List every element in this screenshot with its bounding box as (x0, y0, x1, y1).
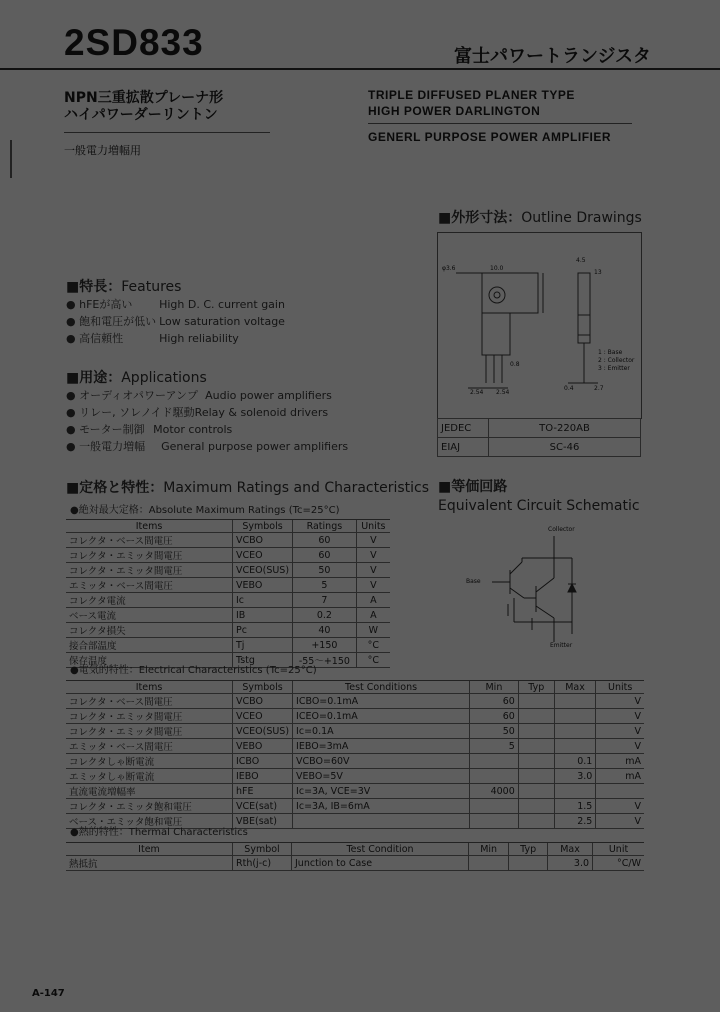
table-cell: V (356, 533, 390, 548)
dim-height: 13 (594, 269, 602, 276)
table-cell: ICBO=0.1mA (293, 694, 470, 709)
dim-hole: φ3.6 (442, 265, 456, 272)
ratings-title: ■定格と特性：Maximum Ratings and Characteristics (66, 480, 430, 496)
table-cell: +150 (293, 638, 357, 653)
table-cell: 60 (293, 548, 357, 563)
table-cell: A (356, 593, 390, 608)
table-row (66, 769, 644, 784)
table-cell: IEBO=3mA (293, 739, 470, 754)
type-en-3: GENERL PURPOSE POWER AMPLIFIER (368, 130, 612, 144)
table-cell: 0.2 (293, 608, 357, 623)
table-cell: V (596, 814, 644, 829)
abs-max-table (66, 519, 390, 668)
table-cell: VCE(sat) (233, 799, 293, 814)
table-cell: mA (596, 754, 644, 769)
outline-title: ■外形寸法：Outline Drawings (438, 210, 642, 226)
margin-mark (10, 140, 12, 178)
type-jp-2: ハイパワーダーリントン (64, 107, 218, 123)
base-label: Base (466, 578, 481, 585)
table-cell: コレクタ・エミッタ飽和電圧 (66, 799, 233, 814)
type-en-2: HIGH POWER DARLINGTON (368, 104, 541, 118)
electrical-title: ●電気的特性：Electrical Characteristics (Tc=25°C) (70, 665, 317, 676)
table-row (66, 784, 644, 799)
dim-pitch-2: 2.54 (496, 389, 510, 396)
table-cell (470, 799, 519, 814)
table-row (66, 739, 644, 754)
table-cell: 接合部温度 (66, 638, 233, 653)
emitter-label: Emitter (550, 642, 573, 649)
table-header: Item Symbol Test Condition Min Typ Max Unit (66, 843, 644, 856)
type-en-1: TRIPLE DIFFUSED PLANER TYPE (368, 88, 575, 102)
circuit-title-en: Equivalent Circuit Schematic (438, 498, 640, 514)
circuit-title-jp: ■等価回路 (438, 479, 508, 495)
table-cell (518, 709, 554, 724)
table-cell: 60 (470, 694, 519, 709)
abs-max-title: ●絶対最大定格：Absolute Maximum Ratings (Tc=25°C) (70, 505, 340, 516)
table-cell: Rth(j-c) (233, 856, 292, 871)
table-cell: VCEO(SUS) (233, 724, 293, 739)
table-cell: 保存温度 (66, 653, 233, 668)
table-cell: Junction to Case (292, 856, 469, 871)
table-cell: ベース電流 (66, 608, 233, 623)
table-row (66, 533, 390, 548)
table-cell: Ic=3A, VCE=3V (293, 784, 470, 799)
table-row (66, 799, 644, 814)
features-list (66, 296, 285, 347)
table-cell: VEBO=5V (293, 769, 470, 784)
electrical-rows (66, 694, 644, 829)
header-rule (0, 68, 720, 70)
applications-title: ■用途：Applications (66, 370, 207, 386)
table-cell: コレクタ・ベース間電圧 (66, 694, 233, 709)
table-cell (554, 739, 596, 754)
thermal-table (66, 842, 644, 871)
table-cell (293, 814, 470, 829)
to220-package-drawing (438, 233, 641, 419)
list-item: ● hFEが高い High D. C. current gain (66, 298, 285, 311)
dim-lead-thick: 0.4 (564, 385, 574, 392)
list-item: ● 高信頼性 High reliability (66, 332, 239, 345)
circuit-schematic (462, 522, 612, 652)
table-cell: °C (356, 653, 390, 668)
table-cell: ICEO=0.1mA (293, 709, 470, 724)
darlington-schematic (462, 522, 612, 652)
table-cell: IEBO (233, 769, 293, 784)
table-cell (554, 694, 596, 709)
table-cell: 直流電流増幅率 (66, 784, 233, 799)
table-cell: ベース・エミッタ飽和電圧 (66, 814, 233, 829)
table-cell: エミッタ・ベース間電圧 (66, 578, 233, 593)
table-cell (554, 784, 596, 799)
table-cell (518, 814, 554, 829)
table-cell: VCBO (233, 533, 293, 548)
table-cell: コレクタ・ベース間電圧 (66, 533, 233, 548)
dim-thickness: 4.5 (576, 257, 586, 264)
table-cell: コレクタ・エミッタ間電圧 (66, 548, 233, 563)
table-cell (518, 739, 554, 754)
brand-label: 富士パワートランジスタ (454, 46, 652, 67)
table-cell (470, 814, 519, 829)
type-jp-1: NPN三重拡散プレーナ形 (64, 90, 224, 106)
table-cell: hFE (233, 784, 293, 799)
table-cell: W (356, 623, 390, 638)
package-table (437, 418, 641, 457)
table-cell: 0.1 (554, 754, 596, 769)
abs-max-rows (66, 533, 390, 668)
table-cell: Tj (233, 638, 293, 653)
dim-pitch-1: 2.54 (470, 389, 484, 396)
table-cell: コレクタ損失 (66, 623, 233, 638)
part-number: 2SD833 (64, 22, 204, 63)
table-row (66, 578, 390, 593)
table-cell: Tstg (233, 653, 293, 668)
table-cell (554, 709, 596, 724)
page-number: A-147 (32, 988, 65, 999)
table-row (66, 563, 390, 578)
dim-lead: 0.8 (510, 361, 520, 368)
table-cell: コレクタ・エミッタ間電圧 (66, 563, 233, 578)
table-cell (518, 784, 554, 799)
table-cell: VEBO (233, 739, 293, 754)
table-row (66, 548, 390, 563)
table-cell: V (356, 548, 390, 563)
table-cell: 60 (293, 533, 357, 548)
table-cell: 2.5 (554, 814, 596, 829)
table-cell (518, 769, 554, 784)
table-row (66, 754, 644, 769)
table-cell: 熱抵抗 (66, 856, 233, 871)
table-cell (518, 799, 554, 814)
table-cell: コレクタ電流 (66, 593, 233, 608)
list-item: ● オーディオパワーアンプ Audio power amplifiers (66, 389, 332, 402)
table-header: Items Symbols Test Conditions Min Typ Max Units (66, 681, 644, 694)
table-cell: 60 (470, 709, 519, 724)
table-cell (518, 724, 554, 739)
table-row: JEDEC TO-220AB (438, 419, 641, 438)
table-cell (470, 769, 519, 784)
table-header: Items Symbols Ratings Units (66, 520, 390, 533)
table-cell: VCEO (233, 709, 293, 724)
table-cell: 1.5 (554, 799, 596, 814)
table-cell: 4000 (470, 784, 519, 799)
table-cell: Ic (233, 593, 293, 608)
table-cell: VCBO=60V (293, 754, 470, 769)
collector-label: Collector (548, 526, 575, 533)
dim-width: 10.0 (490, 265, 504, 272)
table-cell (518, 754, 554, 769)
table-cell: コレクタ・エミッタ間電圧 (66, 724, 233, 739)
features-title: ■特長：Features (66, 279, 182, 295)
divider (64, 132, 270, 133)
table-cell: 7 (293, 593, 357, 608)
table-cell (470, 754, 519, 769)
table-cell: 40 (293, 623, 357, 638)
applications-list (66, 387, 348, 455)
table-cell: コレクタ・エミッタ間電圧 (66, 709, 233, 724)
table-cell: V (596, 739, 644, 754)
table-cell: 3.0 (548, 856, 593, 871)
table-cell: V (356, 578, 390, 593)
table-cell: -55～+150 (293, 653, 357, 668)
table-cell (469, 856, 509, 871)
table-cell: mA (596, 769, 644, 784)
list-item: ● モーター制御 Motor controls (66, 423, 233, 436)
table-row (66, 709, 644, 724)
table-row (66, 623, 390, 638)
table-cell: 5 (293, 578, 357, 593)
table-cell: 3.0 (554, 769, 596, 784)
table-cell: ICBO (233, 754, 293, 769)
table-cell: VCBO (233, 694, 293, 709)
table-cell: °C (356, 638, 390, 653)
table-cell: Pc (233, 623, 293, 638)
thermal-title: ●熱的特性：Thermal Characteristics (70, 827, 248, 838)
list-item: ● 飽和電圧が低い Low saturation voltage (66, 315, 285, 328)
table-cell: コレクタしゃ断電流 (66, 754, 233, 769)
divider (368, 123, 632, 124)
table-cell: VBE(sat) (233, 814, 293, 829)
table-row (66, 694, 644, 709)
table-cell: IB (233, 608, 293, 623)
table-cell: 5 (470, 739, 519, 754)
table-row (66, 608, 390, 623)
table-cell: Ic=3A, IB=6mA (293, 799, 470, 814)
list-item: ● 一般電力増幅 General purpose power amplifiers (66, 440, 349, 453)
table-cell: VCEO(SUS) (233, 563, 293, 578)
table-row (66, 724, 644, 739)
table-cell (554, 724, 596, 739)
outline-drawing (437, 232, 642, 419)
thermal-rows (66, 856, 644, 871)
table-cell: エミッタ・ベース間電圧 (66, 739, 233, 754)
table-cell (509, 856, 548, 871)
table-row (66, 638, 390, 653)
table-row: EIAJ SC-46 (438, 438, 641, 457)
electrical-table (66, 680, 644, 829)
table-cell: 50 (293, 563, 357, 578)
pin-legend: 1 : Base 2 : Collector 3 : Emitter (598, 349, 635, 372)
table-cell: °C/W (593, 856, 644, 871)
table-cell: V (596, 709, 644, 724)
table-cell (596, 784, 644, 799)
table-cell: V (596, 799, 644, 814)
dim-offset: 2.7 (594, 385, 604, 392)
table-cell: 50 (470, 724, 519, 739)
table-cell: Ic=0.1A (293, 724, 470, 739)
table-cell: V (596, 724, 644, 739)
table-row (66, 593, 390, 608)
table-row (66, 856, 644, 871)
table-cell: A (356, 608, 390, 623)
table-cell: V (596, 694, 644, 709)
table-cell (518, 694, 554, 709)
table-cell: V (356, 563, 390, 578)
list-item: ● リレー, ソレノイド駆動Relay & solenoid drivers (66, 406, 329, 419)
table-cell: VCEO (233, 548, 293, 563)
table-cell: エミッタしゃ断電流 (66, 769, 233, 784)
use-jp: 一般電力増幅用 (64, 144, 141, 157)
table-cell: VEBO (233, 578, 293, 593)
